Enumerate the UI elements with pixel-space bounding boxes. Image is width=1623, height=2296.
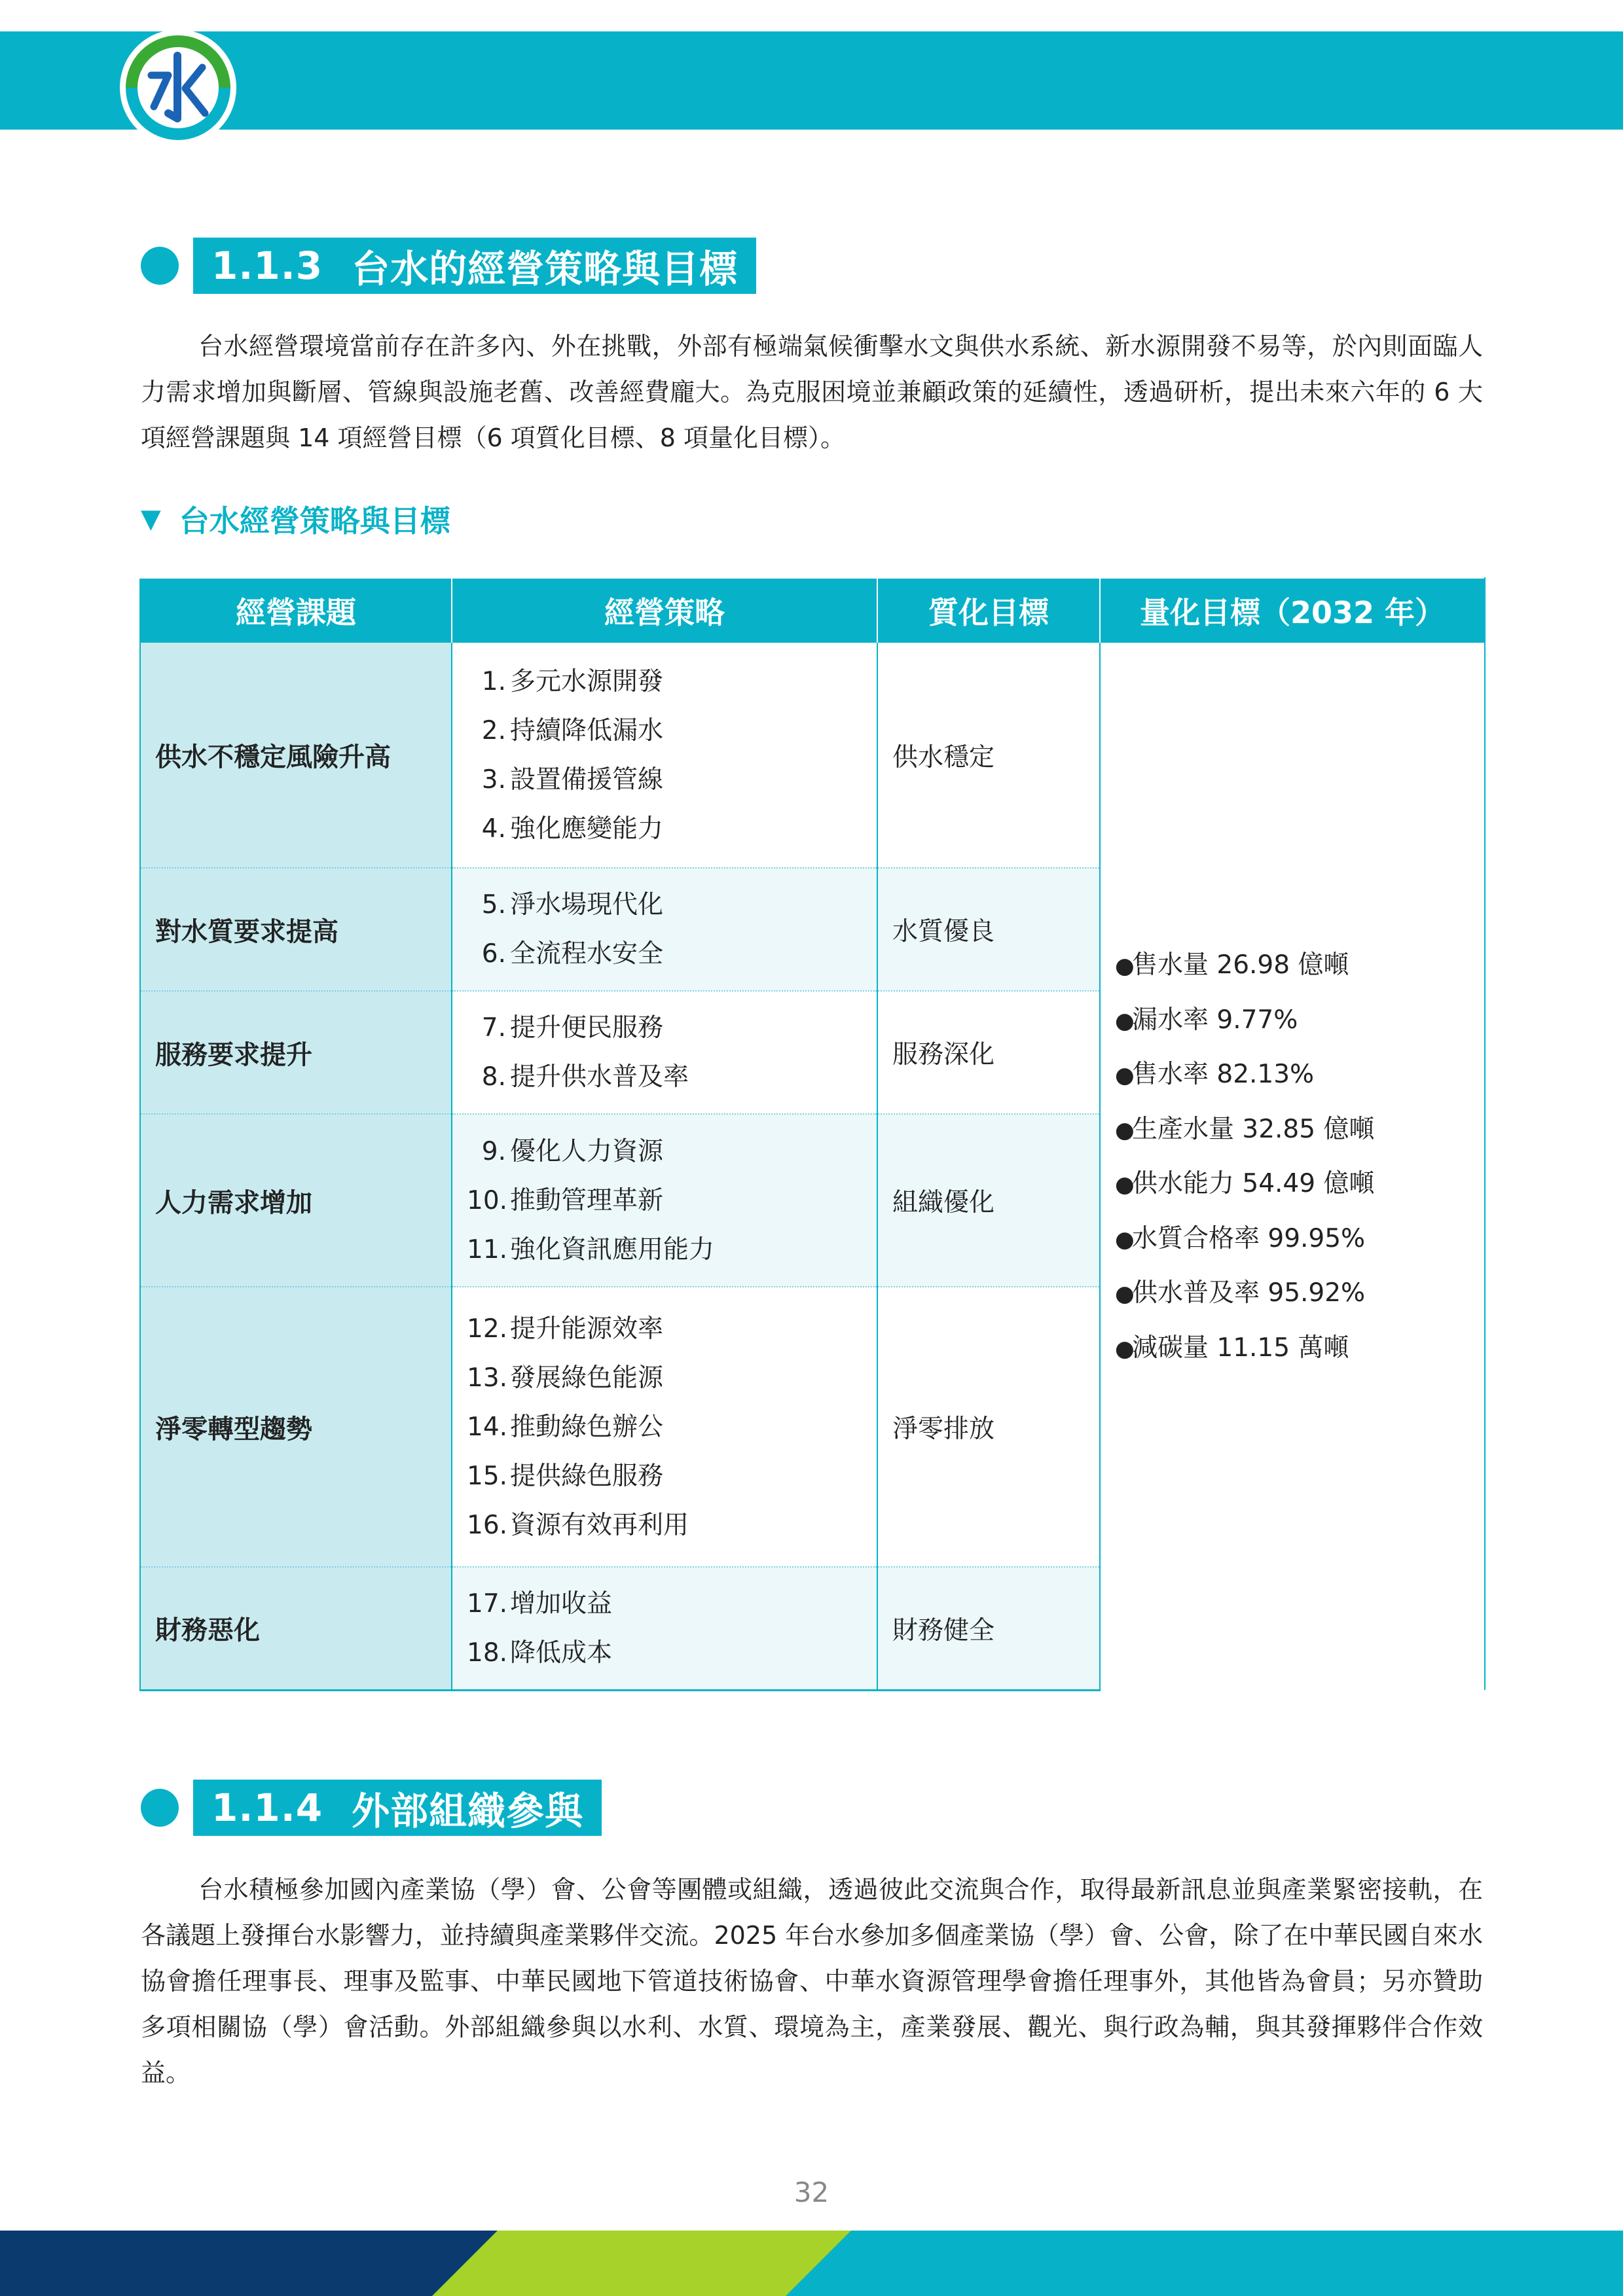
section-bullet-icon bbox=[141, 247, 179, 285]
section-bullet-icon bbox=[141, 1789, 179, 1827]
column-header: 質化目標 bbox=[877, 578, 1100, 643]
section-heading-strategy bbox=[141, 234, 756, 297]
qualitative-goal-cell: 水質優良 bbox=[877, 868, 1100, 991]
strategy-item: 6. 全流程水安全 bbox=[481, 939, 664, 969]
column-header: 量化目標（2032 年） bbox=[1100, 578, 1485, 643]
strategy-item: 17. 增加收益 bbox=[467, 1588, 613, 1619]
strategy-item: 10. 推動管理革新 bbox=[467, 1185, 664, 1215]
quant-goal-item: ●減碳量 11.15 萬噸 bbox=[1115, 1321, 1470, 1376]
column-header: 經營課題 bbox=[140, 578, 452, 643]
topic-cell: 淨零轉型趨勢 bbox=[140, 1287, 452, 1567]
quant-goal-item: ●售水率 82.13% bbox=[1115, 1048, 1470, 1103]
strategy-item: 13. 發展綠色能源 bbox=[467, 1363, 664, 1393]
quant-goal-item: ●生產水量 32.85 億噸 bbox=[1115, 1103, 1470, 1158]
strategy-cell bbox=[452, 1114, 877, 1287]
strategy-cell bbox=[452, 643, 877, 868]
bullet-icon: ● bbox=[1115, 1172, 1135, 1198]
quant-goal-item: ●供水普及率 95.92% bbox=[1115, 1266, 1470, 1321]
bullet-icon: ● bbox=[1115, 953, 1135, 979]
quantitative-goals-cell bbox=[1100, 643, 1485, 1690]
header-band bbox=[0, 31, 1623, 130]
quant-goal-item: ●漏水率 9.77% bbox=[1115, 994, 1470, 1049]
table-row bbox=[140, 643, 1485, 868]
strategy-item: 7. 提升便民服務 bbox=[481, 1013, 664, 1043]
page-number: 32 bbox=[793, 2176, 830, 2208]
bullet-icon: ● bbox=[1115, 1062, 1135, 1088]
strategy-item: 5. 淨水場現代化 bbox=[481, 890, 664, 920]
quant-goal-item: ●水質合格率 99.95% bbox=[1115, 1212, 1470, 1267]
quant-goal-item: ●供水能力 54.49 億噸 bbox=[1115, 1157, 1470, 1212]
strategy-item: 2. 持續降低漏水 bbox=[481, 715, 664, 745]
table-header-row bbox=[140, 578, 1485, 643]
qualitative-goal-cell: 服務深化 bbox=[877, 991, 1100, 1114]
strategy-item: 1. 多元水源開發 bbox=[481, 666, 664, 696]
table-caption-text: 台水經營策略與目標 bbox=[179, 503, 450, 539]
strategy-cell bbox=[452, 1287, 877, 1567]
strategy-cell bbox=[452, 991, 877, 1114]
strategy-item: 12. 提升能源效率 bbox=[467, 1314, 664, 1344]
strategy-cell bbox=[452, 1567, 877, 1690]
topic-cell: 財務惡化 bbox=[140, 1567, 452, 1690]
strategy-item: 3. 設置備援管線 bbox=[481, 764, 664, 795]
section-title: 外部組織參與 bbox=[352, 1789, 584, 1833]
section-heading-external bbox=[141, 1776, 602, 1839]
topic-cell: 對水質要求提高 bbox=[140, 868, 452, 991]
taiwan-water-logo-icon bbox=[120, 29, 236, 146]
strategy-item: 11. 強化資訊應用能力 bbox=[467, 1234, 715, 1265]
bullet-icon: ● bbox=[1115, 1117, 1135, 1143]
bullet-icon: ● bbox=[1115, 1335, 1135, 1362]
strategy-item: 9. 優化人力資源 bbox=[481, 1136, 664, 1166]
strategy-cell bbox=[452, 868, 877, 991]
strategy-table bbox=[139, 577, 1486, 1691]
paragraph-text: 台水經營環境當前存在許多內、外在挑戰，外部有極端氣候衝擊水文與供水系統、新水源開發不易等，於內則面臨人力需求增加與斷層、管線與設施老舊、改善經費龐大。為克服困境並兼顧政策的延續性，透過研析，提出未來六年的 6 大項經營課題與 14 項經營目標（6 項質化目標、8 項量化目標）。 bbox=[141, 332, 1483, 452]
quant-goal-item: ●售水量 26.98 億噸 bbox=[1115, 939, 1470, 994]
strategy-item: 16. 資源有效再利用 bbox=[467, 1510, 689, 1540]
section-title-box bbox=[193, 1780, 602, 1836]
bullet-icon: ● bbox=[1115, 1007, 1135, 1034]
external-participation-paragraph bbox=[141, 1867, 1483, 2096]
section-title: 台水的經營策略與目標 bbox=[352, 247, 739, 291]
strategy-item: 18. 降低成本 bbox=[467, 1638, 613, 1668]
topic-cell: 供水不穩定風險升高 bbox=[140, 643, 452, 868]
strategy-item: 14. 推動綠色辦公 bbox=[467, 1412, 664, 1442]
section-number: 1.1.3 bbox=[211, 243, 323, 288]
bullet-icon: ● bbox=[1115, 1226, 1135, 1253]
qualitative-goal-cell: 供水穩定 bbox=[877, 643, 1100, 868]
paragraph-text: 台水積極參加國內產業協（學）會、公會等團體或組織，透過彼此交流與合作，取得最新訊息並與產業緊密接軌，在各議題上發揮台水影響力，並持續與產業夥伴交流。2025 年台水參加多個產業協（學）會、公會，除了在中華民國自來水協會擔任理事長、理事及監事、中華民國地下管道技術協會、中華水資源管理學會擔任理事外，其他皆為會員；另亦贊助多項相關協（學）會活動。外部組織參與以水利、水質、環境為主，產業發展、觀光、與行政為輔，與其發揮夥伴合作效益。 bbox=[141, 1875, 1483, 2087]
qualitative-goal-cell: 組織優化 bbox=[877, 1114, 1100, 1287]
section-number: 1.1.4 bbox=[211, 1785, 323, 1830]
table-caption bbox=[141, 497, 450, 541]
strategy-item: 4. 強化應變能力 bbox=[481, 814, 664, 844]
section-title-box bbox=[193, 238, 756, 294]
strategy-item: 8. 提升供水普及率 bbox=[481, 1062, 689, 1092]
strategy-item: 15. 提供綠色服務 bbox=[467, 1461, 664, 1491]
bullet-icon: ● bbox=[1115, 1281, 1135, 1307]
column-header: 經營策略 bbox=[452, 578, 877, 643]
footer-band bbox=[0, 2231, 1623, 2296]
triangle-down-icon: ▼ bbox=[141, 504, 161, 534]
topic-cell: 服務要求提升 bbox=[140, 991, 452, 1114]
strategy-intro-paragraph bbox=[141, 323, 1483, 461]
qualitative-goal-cell: 淨零排放 bbox=[877, 1287, 1100, 1567]
qualitative-goal-cell: 財務健全 bbox=[877, 1567, 1100, 1690]
topic-cell: 人力需求增加 bbox=[140, 1114, 452, 1287]
